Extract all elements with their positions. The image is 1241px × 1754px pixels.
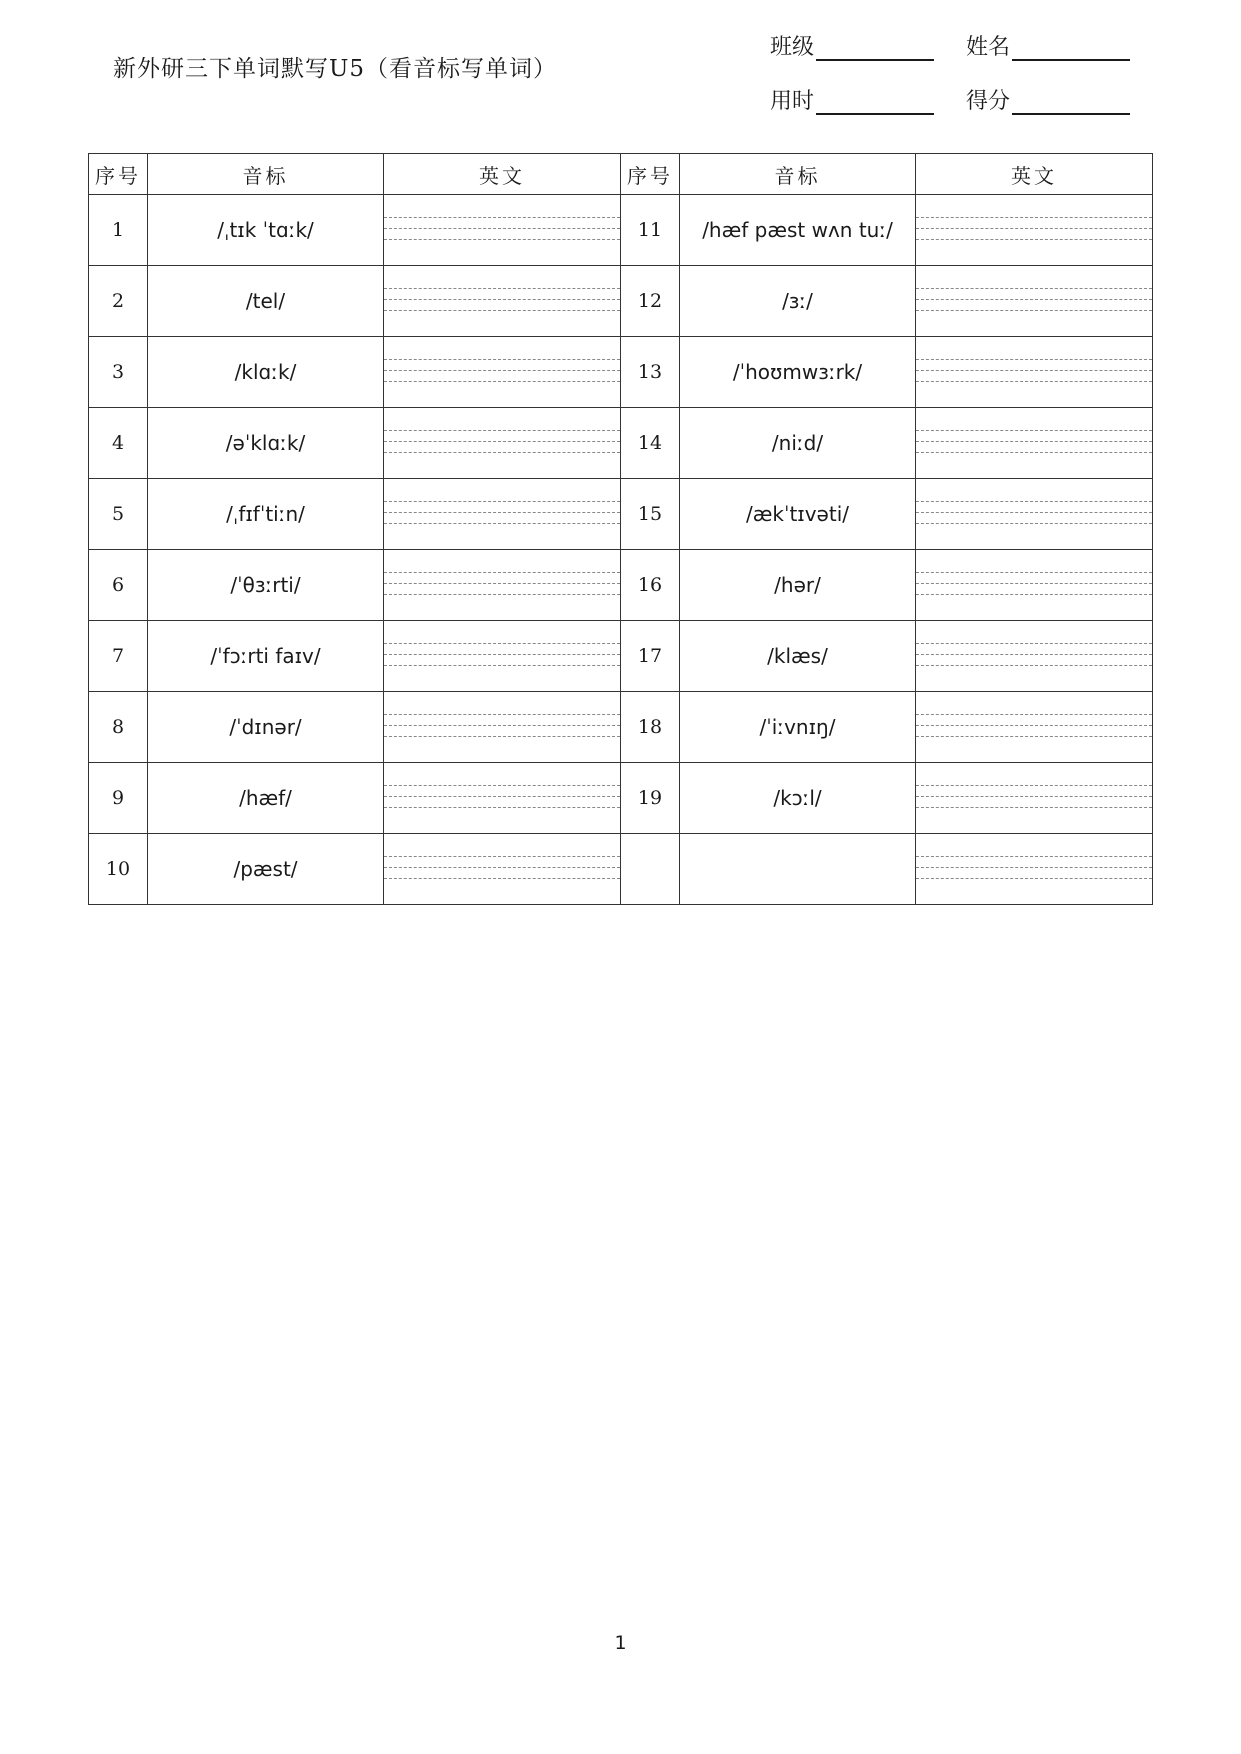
class-label: 班级	[770, 35, 815, 60]
score-blank-line[interactable]	[1012, 91, 1130, 115]
writing-guide-line	[384, 217, 620, 218]
writing-guide-line	[916, 310, 1152, 311]
table-row	[89, 337, 1153, 408]
writing-guide-line	[384, 572, 620, 573]
word-number: 13	[621, 337, 680, 408]
word-number: 7	[89, 621, 148, 692]
word-phonetic: /klɑːk/	[148, 337, 384, 408]
writing-guide-line	[384, 523, 620, 524]
english-answer-cell[interactable]	[916, 692, 1153, 763]
table-row	[89, 479, 1153, 550]
writing-guide-line	[384, 288, 620, 289]
english-answer-cell[interactable]	[916, 550, 1153, 621]
table-row	[89, 408, 1153, 479]
word-phonetic: /ˈiːvnɪŋ/	[680, 692, 916, 763]
writing-guide-line	[916, 370, 1152, 371]
english-answer-cell[interactable]	[384, 834, 621, 905]
english-answer-cell[interactable]	[916, 479, 1153, 550]
class-field	[770, 30, 934, 61]
writing-guide-line	[384, 654, 620, 655]
word-phonetic: /ˌtɪk ˈtɑːk/	[148, 195, 384, 266]
score-field	[966, 84, 1130, 115]
column-header-phonetic: 音标	[680, 154, 916, 195]
writing-guide-line	[384, 665, 620, 666]
writing-guide-line	[916, 785, 1152, 786]
writing-guide-line	[916, 512, 1152, 513]
english-answer-cell[interactable]	[384, 266, 621, 337]
writing-guide-line	[916, 501, 1152, 502]
word-phonetic	[680, 834, 916, 905]
word-phonetic: /hæf pæst wʌn tuː/	[680, 195, 916, 266]
writing-guide-line	[384, 441, 620, 442]
writing-guide-line	[916, 239, 1152, 240]
writing-guide-line	[916, 714, 1152, 715]
writing-guide-line	[916, 441, 1152, 442]
table-row	[89, 692, 1153, 763]
writing-guide-line	[916, 665, 1152, 666]
word-number: 3	[89, 337, 148, 408]
word-number: 2	[89, 266, 148, 337]
english-answer-cell[interactable]	[384, 408, 621, 479]
score-label: 得分	[966, 89, 1011, 114]
english-answer-cell[interactable]	[916, 621, 1153, 692]
column-header-phonetic: 音标	[148, 154, 384, 195]
name-blank-line[interactable]	[1012, 37, 1130, 61]
column-header-english: 英文	[916, 154, 1153, 195]
page-number: 1	[614, 1632, 627, 1654]
word-number: 1	[89, 195, 148, 266]
table-row	[89, 195, 1153, 266]
table-row	[89, 834, 1153, 905]
writing-guide-line	[384, 714, 620, 715]
word-number: 4	[89, 408, 148, 479]
writing-guide-line	[384, 310, 620, 311]
english-answer-cell[interactable]	[384, 337, 621, 408]
writing-guide-line	[916, 288, 1152, 289]
english-answer-cell[interactable]	[384, 195, 621, 266]
writing-guide-line	[384, 452, 620, 453]
word-phonetic: /əˈklɑːk/	[148, 408, 384, 479]
table-header-row	[89, 154, 1153, 195]
english-answer-cell[interactable]	[384, 479, 621, 550]
writing-guide-line	[916, 594, 1152, 595]
name-label: 姓名	[966, 35, 1011, 60]
word-number	[621, 834, 680, 905]
word-phonetic: /hæf/	[148, 763, 384, 834]
time-blank-line[interactable]	[816, 91, 934, 115]
word-number: 11	[621, 195, 680, 266]
writing-guide-line	[916, 643, 1152, 644]
english-answer-cell[interactable]	[384, 692, 621, 763]
class-blank-line[interactable]	[816, 37, 934, 61]
writing-guide-line	[384, 807, 620, 808]
writing-guide-line	[384, 856, 620, 857]
word-phonetic: /pæst/	[148, 834, 384, 905]
table-row	[89, 763, 1153, 834]
word-number: 18	[621, 692, 680, 763]
writing-guide-line	[916, 572, 1152, 573]
word-phonetic: /ˈθɜːrti/	[148, 550, 384, 621]
writing-guide-line	[384, 430, 620, 431]
english-answer-cell[interactable]	[916, 266, 1153, 337]
word-phonetic: /klæs/	[680, 621, 916, 692]
word-number: 16	[621, 550, 680, 621]
english-answer-cell[interactable]	[916, 408, 1153, 479]
english-answer-cell[interactable]	[916, 337, 1153, 408]
word-phonetic: /ˈhoʊmwɜːrk/	[680, 337, 916, 408]
writing-guide-line	[384, 867, 620, 868]
writing-guide-line	[916, 878, 1152, 879]
writing-guide-line	[916, 381, 1152, 382]
writing-guide-line	[916, 654, 1152, 655]
word-number: 8	[89, 692, 148, 763]
table-row	[89, 550, 1153, 621]
column-header-number: 序号	[89, 154, 148, 195]
writing-guide-line	[916, 796, 1152, 797]
word-number: 14	[621, 408, 680, 479]
writing-guide-line	[384, 501, 620, 502]
writing-guide-line	[916, 430, 1152, 431]
writing-guide-line	[384, 643, 620, 644]
word-phonetic: /hər/	[680, 550, 916, 621]
word-phonetic: /ˌfɪfˈtiːn/	[148, 479, 384, 550]
word-number: 5	[89, 479, 148, 550]
writing-guide-line	[916, 299, 1152, 300]
word-number: 12	[621, 266, 680, 337]
english-answer-cell[interactable]	[916, 195, 1153, 266]
writing-guide-line	[384, 299, 620, 300]
english-answer-cell[interactable]	[384, 763, 621, 834]
word-phonetic: /ˈfɔːrti faɪv/	[148, 621, 384, 692]
writing-guide-line	[384, 228, 620, 229]
english-answer-cell[interactable]	[916, 834, 1153, 905]
writing-guide-line	[384, 878, 620, 879]
writing-guide-line	[916, 523, 1152, 524]
writing-guide-line	[916, 228, 1152, 229]
dictation-table	[88, 153, 1153, 905]
word-number: 9	[89, 763, 148, 834]
word-phonetic: /niːd/	[680, 408, 916, 479]
column-header-english: 英文	[384, 154, 621, 195]
writing-guide-line	[916, 856, 1152, 857]
english-answer-cell[interactable]	[384, 550, 621, 621]
writing-guide-line	[916, 583, 1152, 584]
english-answer-cell[interactable]	[384, 621, 621, 692]
word-phonetic: /ækˈtɪvəti/	[680, 479, 916, 550]
writing-guide-line	[384, 359, 620, 360]
writing-guide-line	[384, 370, 620, 371]
writing-guide-line	[916, 736, 1152, 737]
time-label: 用时	[770, 89, 815, 114]
writing-guide-line	[916, 867, 1152, 868]
table-row	[89, 621, 1153, 692]
writing-guide-line	[384, 512, 620, 513]
writing-guide-line	[384, 725, 620, 726]
writing-guide-line	[916, 725, 1152, 726]
writing-guide-line	[384, 381, 620, 382]
word-phonetic: /kɔːl/	[680, 763, 916, 834]
writing-guide-line	[384, 239, 620, 240]
worksheet-title: 新外研三下单词默写U5（看音标写单词）	[113, 56, 558, 82]
word-number: 6	[89, 550, 148, 621]
word-number: 10	[89, 834, 148, 905]
writing-guide-line	[384, 736, 620, 737]
column-header-number: 序号	[621, 154, 680, 195]
word-phonetic: /ˈdɪnər/	[148, 692, 384, 763]
writing-guide-line	[916, 217, 1152, 218]
time-field	[770, 84, 934, 115]
table-row	[89, 266, 1153, 337]
writing-guide-line	[384, 796, 620, 797]
word-phonetic: /tel/	[148, 266, 384, 337]
writing-guide-line	[384, 583, 620, 584]
word-number: 15	[621, 479, 680, 550]
writing-guide-line	[384, 594, 620, 595]
table-body	[89, 195, 1153, 905]
word-number: 17	[621, 621, 680, 692]
writing-guide-line	[384, 785, 620, 786]
name-field	[966, 30, 1130, 61]
word-number: 19	[621, 763, 680, 834]
writing-guide-line	[916, 359, 1152, 360]
writing-guide-line	[916, 452, 1152, 453]
word-phonetic: /ɜː/	[680, 266, 916, 337]
english-answer-cell[interactable]	[916, 763, 1153, 834]
writing-guide-line	[916, 807, 1152, 808]
